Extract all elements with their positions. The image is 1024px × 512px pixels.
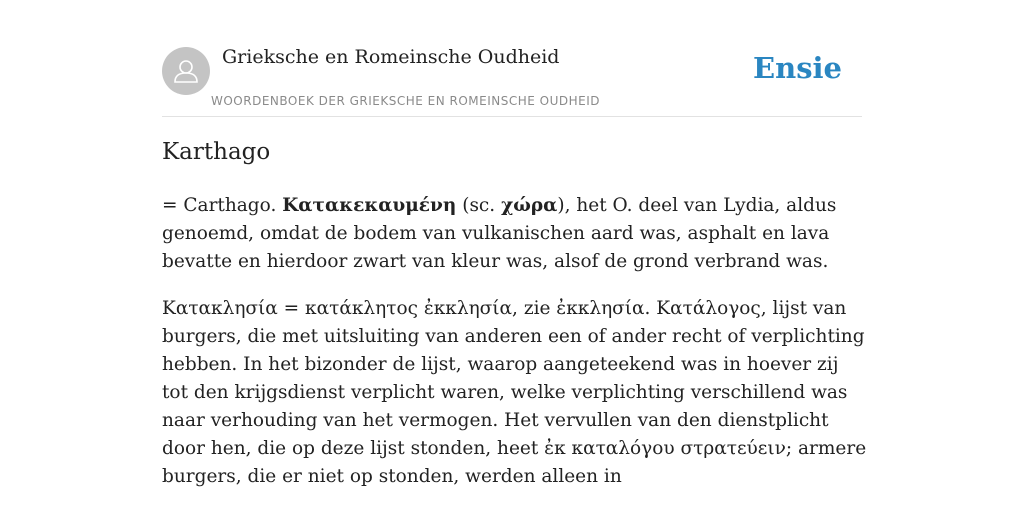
header bbox=[162, 0, 862, 117]
text-segment: (sc. bbox=[456, 195, 502, 216]
entry-title: Karthago bbox=[162, 139, 271, 165]
page-container bbox=[162, 0, 867, 512]
site-name[interactable]: Grieksche en Romeinsche Oudheid bbox=[222, 46, 560, 68]
greek-term-bold: χώρα bbox=[501, 195, 558, 216]
brand-logo[interactable]: Ensie bbox=[753, 51, 842, 85]
user-icon bbox=[162, 47, 210, 95]
text-segment: ), het O. deel van Lydia, aldus genoemd, omdat de bodem van vulkanischen aard was, asphalt en lava bevatte en hierdoor zwart van kleur was, alsof de grond verbrand was. bbox=[162, 195, 837, 272]
site-subtitle: WOORDENBOEK DER GRIEKSCHE EN ROMEINSCHE OUDHEID bbox=[211, 94, 601, 108]
text-segment: Κατακλησία = κατάκλητος ἐκκλησία, zie ἐκκλησία. Κατάλογος, lijst van burgers, die met uitsluiting van anderen een of ander recht of verplichting hebben. In het bizonder de lijst, waarop aangeteekend was in hoever zij tot den krijgsdienst verplicht waren, welke verplichting verschillend was naar verhouding van het vermogen. Het vervullen van den dienstplicht door hen, die op deze lijst stonden, heet ἐκ καταλόγου στρατεύειν; armere burgers, die er niet op stonden, werden alleen in bbox=[162, 298, 867, 487]
entry-paragraph-2 bbox=[162, 295, 868, 491]
greek-term-bold: Κατακεκαυμένη bbox=[282, 195, 457, 216]
text-segment: = Carthago. bbox=[162, 195, 283, 216]
entry-paragraph-1 bbox=[162, 192, 868, 276]
avatar[interactable] bbox=[162, 47, 210, 95]
